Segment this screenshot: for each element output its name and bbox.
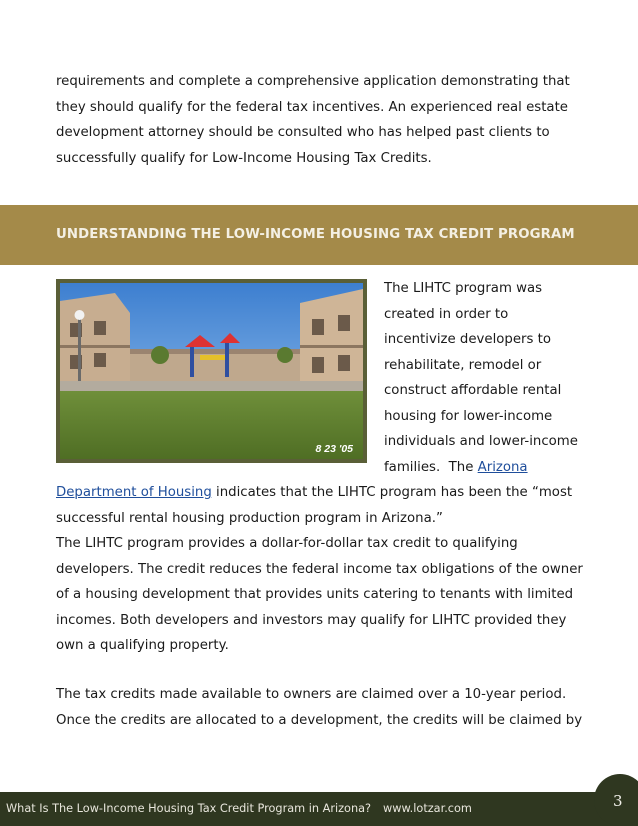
body-line: The tax credits made available to owners are claimed over a 10-year period. — [56, 687, 567, 702]
photo-date-stamp: 8 23 '05 — [315, 443, 353, 455]
page-number: 3 — [613, 792, 623, 810]
intro-paragraph — [56, 69, 596, 171]
body-line: The LIHTC program provides a dollar-for-dollar tax credit to qualifying — [56, 536, 518, 551]
side-line: housing for lower-income — [384, 408, 553, 424]
body-line: developers. The credit reduces the federal income tax obligations of the owner — [56, 561, 583, 577]
intro-line: they should qualify for the federal tax incentives. An experienced real estate — [56, 99, 568, 115]
body-line: of a housing development that provides units catering to tenants with limited — [56, 587, 574, 602]
intro-line: requirements and complete a comprehensive application demonstrating that — [56, 74, 570, 89]
footer-website: www.lotzar.com — [383, 802, 472, 815]
body-paragraph-2 — [56, 531, 596, 659]
housing-photo — [56, 279, 367, 463]
apartment-complex-image — [60, 283, 363, 459]
side-paragraph — [384, 276, 614, 480]
body-paragraph-3 — [56, 682, 596, 733]
side-line: The LIHTC program was — [384, 281, 543, 296]
side-line: rehabilitate, remodel or — [384, 357, 542, 373]
arizona-doh-link-part1[interactable]: Arizona — [477, 459, 528, 475]
side-line: construct affordable rental — [384, 383, 562, 398]
body-line: own a qualifying property. — [56, 638, 229, 653]
section-title: UNDERSTANDING THE LOW-INCOME HOUSING TAX CREDIT PROGRAM — [56, 227, 575, 242]
side-line: incentivize developers to — [384, 332, 551, 347]
side-line — [384, 455, 614, 481]
body-line: incomes. Both developers and investors may qualify for LIHTC provided they — [56, 612, 567, 628]
body-line: Once the credits are allocated to a development, the credits will be claimed by — [56, 712, 583, 728]
side-line-text: families. The — [384, 459, 478, 475]
body-line-text: indicates that the LIHTC program has been the “most — [211, 485, 573, 500]
footer-title: What Is The Low-Income Housing Tax Credit Program in Arizona? — [6, 802, 372, 815]
intro-line: development attorney should be consulted who has helped past clients to — [56, 125, 550, 140]
page-footer — [0, 792, 638, 826]
section-banner — [0, 205, 638, 265]
body-line: successful rental housing production program in Arizona.” — [56, 510, 443, 526]
body-paragraph-1 — [56, 480, 596, 531]
arizona-doh-link-part2[interactable]: Department of Housing — [56, 485, 212, 500]
side-line: created in order to — [384, 306, 509, 322]
body-line — [56, 480, 596, 506]
side-line: individuals and lower-income — [384, 434, 578, 449]
intro-line: successfully qualify for Low-Income Housing Tax Credits. — [56, 150, 432, 166]
